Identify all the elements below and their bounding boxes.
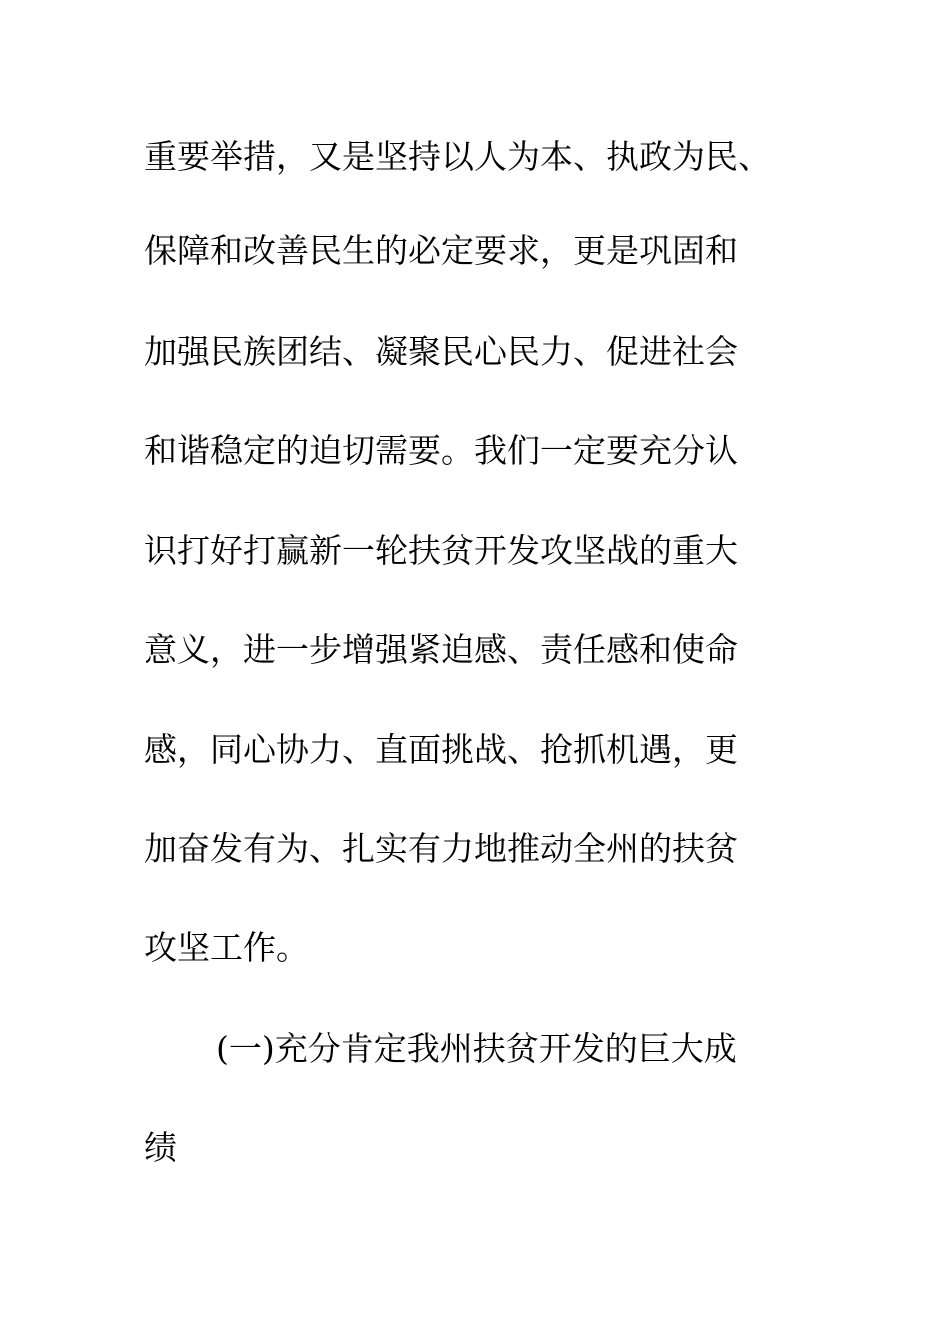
- body-line: 感，同心协力、直面挑战、抢抓机遇，更: [144, 730, 738, 769]
- body-line: 加奋发有为、扎实有力地推动全州的扶贫: [144, 829, 738, 868]
- body-line: 和谐稳定的迫切需要。我们一定要充分认: [144, 431, 738, 470]
- body-line: 攻坚工作。: [144, 928, 309, 967]
- section-heading-continuation: 绩: [144, 1128, 177, 1167]
- body-line: 意义，进一步增强紧迫感、责任感和使命: [144, 630, 738, 669]
- body-line: 识打好打赢新一轮扶贫开发攻坚战的重大: [144, 531, 738, 570]
- section-heading: (一)充分肯定我州扶贫开发的巨大成: [216, 1029, 737, 1068]
- body-line: 重要举措，又是坚持以人为本、执政为民、: [144, 137, 771, 176]
- body-line: 加强民族团结、凝聚民心民力、促进社会: [144, 332, 738, 371]
- body-line: 保障和改善民生的必定要求，更是巩固和: [144, 231, 738, 270]
